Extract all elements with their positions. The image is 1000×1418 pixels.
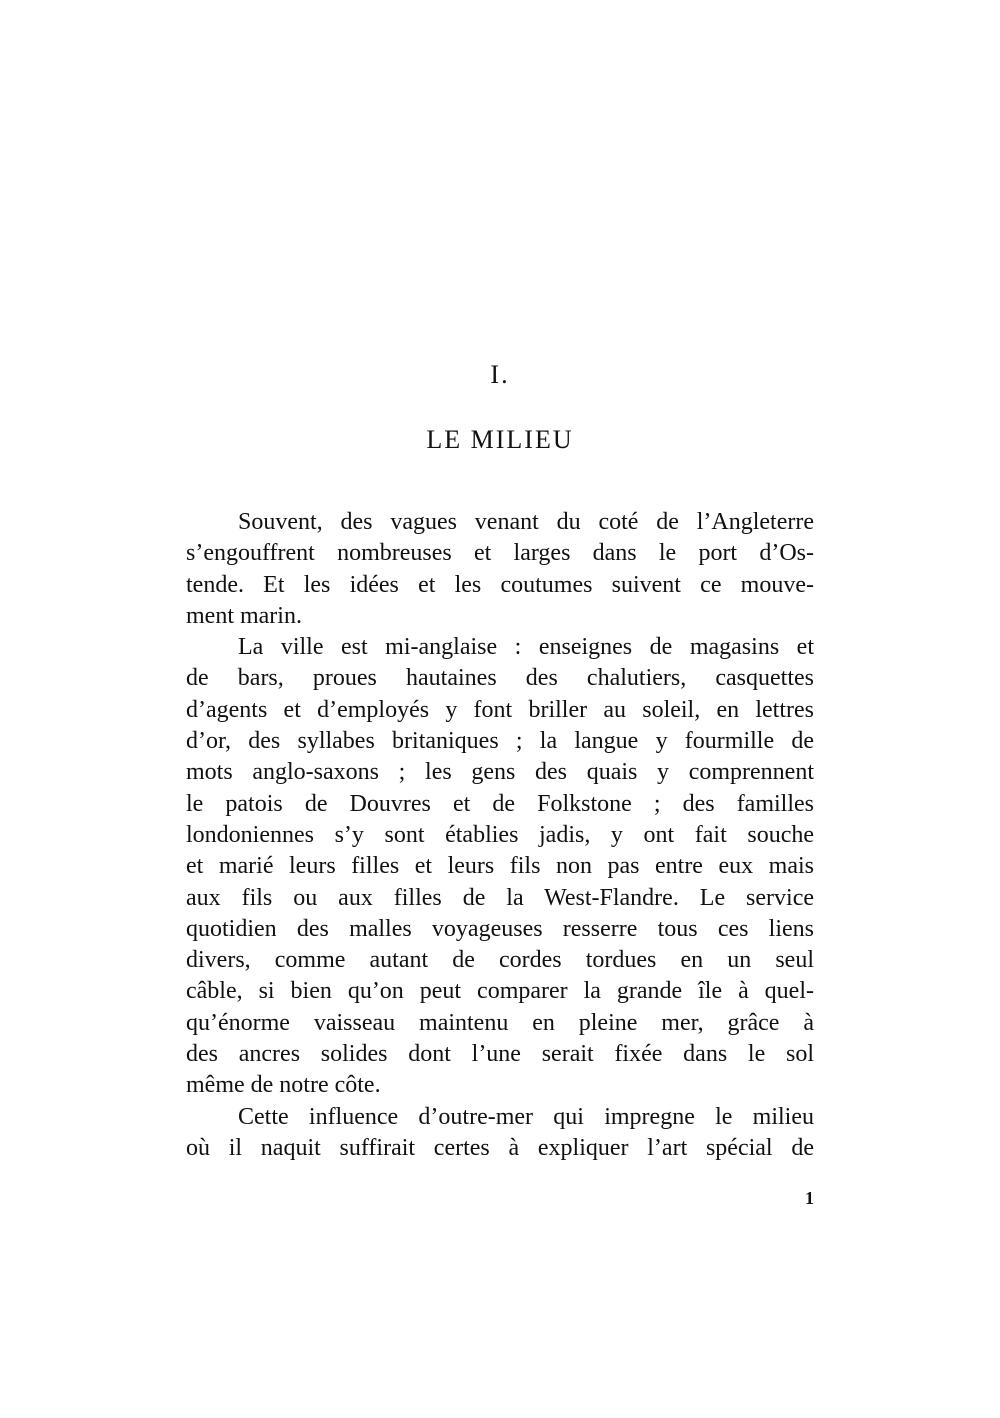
page-number: 1 — [805, 1188, 814, 1208]
text-line: de bars, proues hautaines des chalutiers, casquettes — [186, 665, 814, 692]
text-line: aux fils ou aux filles de la West-Flandre. Le service — [186, 884, 814, 911]
text-line: et marié leurs filles et leurs fils non pas entre eux mais — [186, 853, 814, 880]
text-line: d’or, des syllabes britaniques ; la langue y fourmille de — [186, 728, 814, 755]
text-line: tende. Et les idées et les coutumes suivent ce mouve- — [186, 571, 814, 598]
paragraph — [186, 1102, 814, 1165]
text-line: où il naquit suffirait certes à expliquer l’art spécial de — [186, 1134, 814, 1161]
chapter-number: I. — [490, 360, 510, 389]
text-line: Souvent, des vagues venant du coté de l’Angleterre — [238, 509, 814, 535]
text-line: mots anglo-saxons ; les gens des quais y comprennent — [186, 759, 814, 786]
text-line: La ville est mi-anglaise : enseignes de magasins et — [238, 634, 814, 661]
text-line: le patois de Douvres et de Folkstone ; des familles — [186, 790, 814, 817]
text-line: s’engouffrent nombreuses et larges dans le port d’Os- — [186, 540, 814, 567]
body-text — [186, 507, 814, 1164]
text-line: londoniennes s’y sont établies jadis, y ont fait souche — [186, 821, 814, 848]
chapter-title: LE MILIEU — [426, 425, 574, 454]
text-line: câble, si bien qu’on peut comparer la grande île à quel- — [186, 978, 814, 1005]
paragraph — [186, 507, 814, 632]
text-line: qu’énorme vaisseau maintenu en pleine mer, grâce à — [186, 1009, 814, 1036]
text-line: ment marin. — [186, 602, 302, 629]
text-line: des ancres solides dont l’une serait fixée dans le sol — [186, 1041, 814, 1068]
text-line: Cette influence d’outre-mer qui impregne le milieu — [238, 1103, 814, 1130]
text-line: divers, comme autant de cordes tordues en un seul — [186, 947, 814, 974]
text-line: quotidien des malles voyageuses resserre tous ces liens — [186, 915, 814, 942]
text-line: même de notre côte. — [186, 1072, 381, 1099]
text-line: d’agents et d’employés y font briller au soleil, en lettres — [186, 696, 814, 723]
paragraph — [186, 632, 814, 1101]
